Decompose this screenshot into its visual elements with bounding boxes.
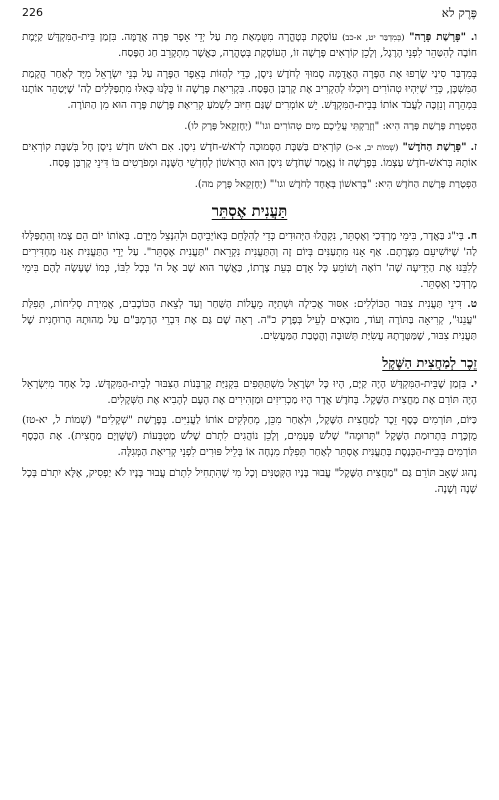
page-content	[22, 30, 477, 794]
item-title: "פָּרָשַׁת פָּרָה"	[409, 31, 467, 43]
haftara-hachodesh	[22, 177, 477, 192]
paragraph-midbar	[22, 67, 477, 114]
paragraph-nahug	[22, 466, 477, 498]
paragraph-yud	[22, 377, 477, 409]
paragraph-chet	[22, 229, 477, 292]
haftara-parah	[22, 119, 477, 134]
item-text: הַפְטָרַת פָּרָשַׁת הַחֹדֶשׁ הִיא: "בָּרִאשׁוֹן בְּאֶחָד לַחֹדֶשׁ וגו'" (יְחֶזְקֵאל פֶּרֶק מה).	[194, 178, 477, 190]
chapter-title: פֶּרֶק לא	[441, 6, 477, 20]
paragraph-vav	[22, 30, 477, 62]
item-label: ז.	[470, 141, 477, 154]
item-text: נָהוּג שֶׁאָב תּוֹרֵם גַּם "מַחֲצִית הַשֶּׁקֶל" עֲבוּר בָּנָיו הַקְּטַנִּים וְכָל מִי שֶׁהִתְחִיל לִתְרֹם עֲבוּר בָּנָיו לֹא יַפְסִיק, אֶלָּא יִתְרֹם בְּכָל שָׁנָה וְשָׁנָה.	[22, 466, 477, 495]
page-header	[22, 6, 477, 24]
item-label: ח.	[467, 230, 477, 243]
section-heading-taanit-esther: תַּעֲנִית אֶסְתֵּר	[211, 202, 288, 221]
item-label: ט.	[467, 298, 477, 311]
item-text: בְּמִדְבַּר סִינַי שָׂרְפוּ אֶת הַפָּרָה הָאֲדֻמָּה סָמוּךְ לְחֹדֶשׁ נִיסָן, כְּדֵי לְהַזּוֹת בְּאֵפֶר הַפָּרָה עַל בְּנֵי יִשְׂרָאֵל מִיָּד לְאַחַר הֲקָמַת הַמִּשְׁכָּן, כְּדֵי שֶׁיִּהְיוּ טְהוֹרִים וְיוּכְלוּ לְהַקְרִיב אֶת קָרְבַּן הַפֶּסַח. בִּקְרִיאַת פָּרָשָׁה זוֹ כֻּלָּנוּ כְּאִלּוּ מִתְפַּלְּלִים לַה' שֶׁיְּטַהֵר אוֹתָנוּ בִּמְהֵרָה וְנִזְכֶּה לַעֲבֹד אוֹתוֹ בְּבֵית-הַמִּקְדָּשׁ. יֵשׁ אוֹמְרִים שֶׁגַּם חִיּוּב לִשְׁמֹעַ קְרִיאַת פָּרָשַׁת פָּרָה הוּא מִן הַתּוֹרָה.	[22, 67, 477, 112]
item-text: הַפְטָרַת פָּרָשַׁת פָּרָה הִיא: "וְזָרַקְתִּי עֲלֵיכֶם מַיִם טְהוֹרִים וגו'" (יְחֶזְקֵאל פֶּרֶק לו).	[184, 121, 477, 133]
item-text: קוֹרְאִים בַּשַּׁבָּת הַסְּמוּכָה לְרֹאשׁ-חֹדֶשׁ נִיסָן. אִם רֹאשׁ חֹדֶשׁ נִיסָן חָל בְּשַׁבָּת קוֹרְאִים אוֹתָהּ בְּרֹאשׁ-חֹדֶשׁ עַצְמוֹ. בְּפָרָשָׁה זוֹ נֶאֱמַר שֶׁחֹדֶשׁ נִיסָן הוּא הָרִאשׁוֹן לְחָדְשֵׁי הַשָּׁנָה וּמְפֹרָטִים בּוֹ דִּינֵי קָרְבַּן פֶּסַח.	[22, 141, 477, 170]
item-label: ו.	[470, 31, 477, 43]
page-number: 226	[22, 6, 43, 19]
item-text: בְּי"ג בַּאֲדָר, בִּימֵי מָרְדְּכַי וְאֶסְתֵּר, נִקְהֲלוּ הַיְּהוּדִים כְּדֵי לְהִלָּחֵם בְּאוֹיְבֵיהֶם וּלְהִנָּצֵל מִיָּדָם. בְּאוֹתוֹ יוֹם הֵם צָמוּ וְהִתְפַּלְּלוּ לַה' שֶׁיּוֹשִׁיעֵם מִצָּרָתָם. אַף אָנוּ מִתְעַנִּים בְּיוֹם זֶה וְהַתַּעֲנִית נִקְרֵאת "תַּעֲנִית אֶסְתֵּר". עַל יְדֵי הַתַּעֲנִית אָנוּ מַחְדִּירִים לְלִבֵּנוּ אֶת הַיְּדִיעָה שֶׁה' רוֹאֶה וְשׁוֹמֵעַ כָּל אָדָם בְּעֵת צָרָתוֹ, כַּאֲשֶׁר הוּא שָׁב אֶל ה' בְּכָל לִבּוֹ, כְּמוֹ שֶׁעָשָׂה לָהֶם בִּימֵי מָרְדְּכַי וְאֶסְתֵּר.	[22, 230, 477, 290]
paragraph-kayom	[22, 413, 477, 460]
source-ref: (שְׁמוֹת יב, א-כ)	[345, 143, 399, 154]
item-title: "פָּרָשַׁת הַחֹדֶשׁ"	[402, 141, 467, 154]
item-text: בִּזְמַן שֶׁבֵּית-הַמִּקְדָּשׁ הָיָה קַיָּם, הָיוּ כָּל יִשְׂרָאֵל מִשְׁתַּתְּפִים בִּקְנִיַּת קָרְבְּנוֹת הַצִּבּוּר לְבֵית-הַמִּקְדָּשׁ. כָּל אֶחָד מִיִּשְׂרָאֵל הָיָה תּוֹרֵם אֶת מַחֲצִית הַשֶּׁקֶל. בְּחֹדֶשׁ אֲדָר הָיוּ מַכְרִיזִים וּמַזְהִירִים אֶת הָעָם לְהָבִיא אֶת הַשְּׁקָלִים.	[22, 377, 477, 406]
item-text: דִּינֵי תַּעֲנִית צִבּוּר הַכּוֹלְלִים: אִסּוּר אֲכִילָה וּשְׁתִיָּה מֵעֲלוֹת הַשַּׁחַר וְעַד לְצֵאת הַכּוֹכָבִים, אֲמִירַת סְלִיחוֹת, תְּפִלַּת "עֲנֵנוּ", קְרִיאָה בַּתּוֹרָה וְעוֹד, מוּבָאִים לְעֵיל בְּפֶרֶק כ"ה. רְאֵה שָׁם גַּם אֶת דִּבְרֵי הָרַמְבַּ"ם עַל מַהוּתָהּ הָרוּחָנִית שֶׁל תַּעֲנִית צִבּוּר, שֶׁמַּטְּרָתָהּ עֲשִׂיַּת תְּשׁוּבָה וְהֲטָבַת הַמַּעֲשִׂים.	[22, 298, 477, 342]
source-ref: (בְּמִדְבַּר יט, א-כב)	[342, 33, 405, 43]
paragraph-tet	[22, 297, 477, 344]
paragraph-zayin	[22, 140, 477, 172]
item-text: עוֹסֶקֶת בְּטָהֳרָה מִטֻּמְאַת מֵת עַל יְדֵי אֵפֶר פָּרָה אֲדֻמָּה. בִּזְמַן בֵּית-הַמִּקְדָּשׁ קַיֶּמֶת חוֹבָה לְהִטַּהֵר לִפְנֵי הָרֶגֶל, וְלָכֵן קוֹרְאִים פָּרָשָׁה זוֹ, הָעוֹסֶקֶת בְּטָהֳרָה, כַּאֲשֶׁר מִתְקָרֵב חַג הַפֶּסַח.	[22, 31, 477, 59]
item-text: כַּיּוֹם, תּוֹרְמִים כֶּסֶף זֵכֶר לְמַחֲצִית הַשֶּׁקֶל, וּלְאַחַר מִכֵּן, מְחַלְּקִים אוֹתוֹ לַעֲנִיִּים. בְּפָרָשַׁת "שְׁקָלִים" (שְׁמוֹת ל, יא-טז) מֻזְכֶּרֶת בִּתְרוּמַת הַשֶּׁקֶל "תְּרוּמָה" שָׁלֹשׁ פְּעָמִים, וְלָכֵן נוֹהֲגִים לִתְרֹם שָׁלֹשׁ מַטְבְּעוֹת (שֶׁשָּׁוְיָם מַחֲצִית). אֶת הַכֶּסֶף תּוֹרְמִים בְּבֵית-הַכְּנֶסֶת בְּתַעֲנִית אֶסְתֵּר לְאַחַר תְּפִלַּת מִנְחָה אוֹ בְּלֵיל פּוּרִים לִפְנֵי קְרִיאַת הַמְּגִלָּה.	[22, 414, 477, 458]
item-label: י.	[470, 377, 477, 390]
section-heading-machatzit-hashekel: זֵכֶר לְמַחֲצִית הַשֶּׁקֶל	[382, 355, 477, 371]
